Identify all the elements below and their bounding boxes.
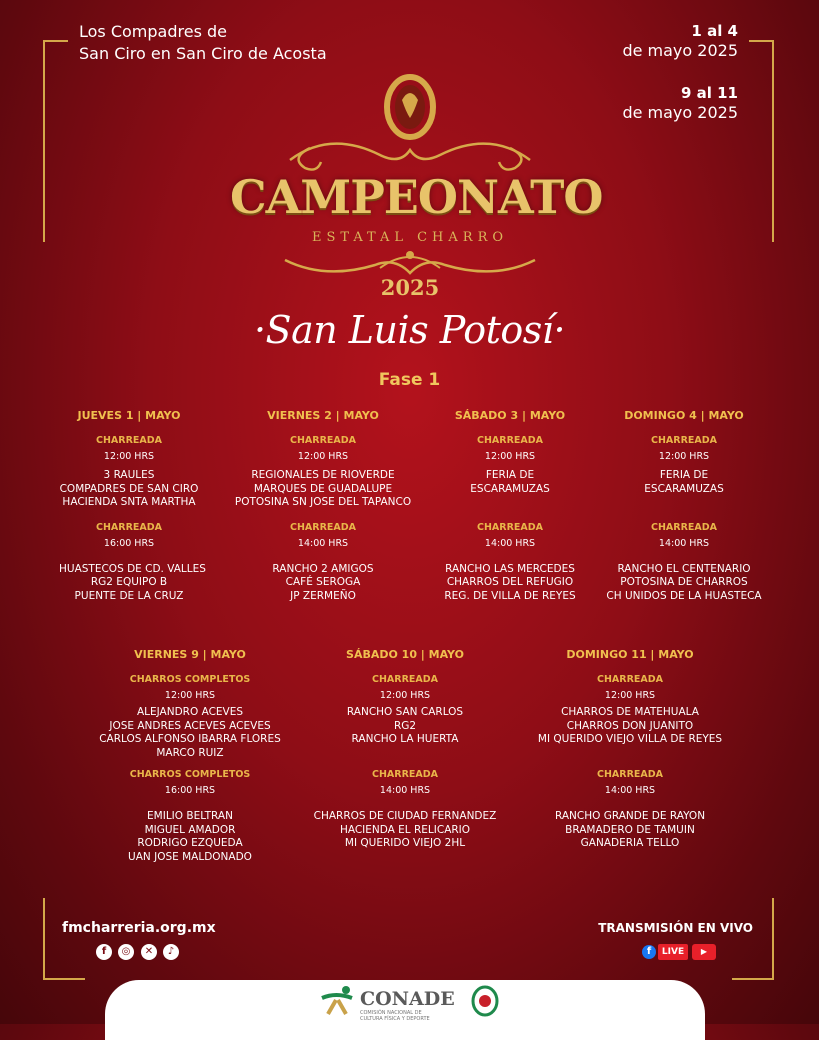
event-time: 16:00 HRS: [103, 537, 155, 549]
team-name: HUASTECOS DE CD. VALLES: [59, 562, 206, 575]
schedule-day-viernes-2: [233, 409, 413, 603]
schedule-day-sabado-3: [430, 409, 590, 603]
facebook-icon[interactable]: f: [96, 944, 112, 960]
dates-2-range: 9 al 11: [680, 84, 738, 102]
team-name: RANCHO LAS MERCEDES: [445, 562, 575, 575]
dates-block-1: [622, 21, 738, 61]
frame-right-bottom-horizontal: [732, 978, 774, 980]
dates-block-2: [622, 83, 738, 123]
x-icon[interactable]: ✕: [141, 944, 157, 960]
team-name: RANCHO LA HUERTA: [351, 733, 459, 745]
conade-sub-line-1: COMISIÓN NACIONAL DE: [360, 1010, 422, 1016]
frame-right-bottom-vertical: [772, 898, 774, 980]
event-time: 12:00 HRS: [484, 451, 536, 462]
team-name: UAN JOSE MALDONADO: [128, 850, 252, 863]
schedule-day-domingo-11: [520, 648, 740, 851]
live-badge[interactable]: LIVE: [658, 944, 688, 960]
phase-title: Fase 1: [378, 370, 441, 390]
schedule-day-viernes-9: [80, 648, 300, 864]
schedule-day-sabado-10: [300, 648, 510, 851]
team-name: FERIA DE: [485, 469, 535, 481]
team-name: CH UNIDOS DE LA HUASTECA: [606, 589, 762, 602]
schedule-day-domingo-4: [598, 409, 770, 603]
logo-year: 2025: [380, 275, 440, 300]
team-name: MARCO RUIZ: [156, 746, 224, 759]
day-title: SÁBADO 10 | MAYO: [346, 648, 464, 661]
team-name: COMPADRES DE SAN CIRO: [59, 482, 199, 495]
team-name: RG2: [393, 719, 417, 732]
frame-left-bottom-horizontal: [43, 978, 85, 980]
event-time: 14:00 HRS: [604, 785, 656, 796]
logo-title: CAMPEONATO: [230, 170, 603, 224]
team-name: RODRIGO EZQUEDA: [137, 837, 243, 849]
event-type: CHARROS COMPLETOS: [129, 769, 251, 780]
team-name: REGIONALES DE RIOVERDE: [251, 469, 395, 481]
team-name: HACIENDA SNTA MARTHA: [62, 496, 196, 508]
dates-1-month: de mayo 2025: [622, 41, 738, 60]
event-time: 12:00 HRS: [658, 451, 710, 462]
event-type: CHARREADA: [372, 674, 438, 685]
frame-left-top-vertical: [43, 40, 45, 242]
event-type: CHARROS COMPLETOS: [129, 674, 251, 685]
day-title: VIERNES 2 | MAYO: [267, 409, 379, 422]
team-name: EMILIO BELTRAN: [147, 810, 233, 822]
team-name: RANCHO GRANDE DE RAYON: [554, 810, 706, 822]
team-name: 3 RAULES: [103, 469, 155, 481]
dates-1-range: 1 al 4: [691, 22, 738, 40]
event-type: CHARREADA: [651, 435, 717, 446]
team-name: JP ZERMEÑO: [290, 589, 356, 602]
tiktok-icon[interactable]: ♪: [163, 944, 179, 960]
schedule-day-jueves-1: [59, 409, 206, 603]
event-time: 12:00 HRS: [297, 451, 349, 462]
youtube-icon[interactable]: ▶: [692, 944, 716, 960]
event-type: CHARREADA: [651, 521, 717, 533]
team-name: PUENTE DE LA CRUZ: [74, 589, 184, 602]
team-name: CARLOS ALFONSO IBARRA FLORES: [99, 733, 281, 745]
day-title: DOMINGO 4 | MAYO: [624, 409, 744, 422]
frame-left-bottom-vertical: [43, 898, 45, 980]
broadcast-title: TRANSMISIÓN EN VIVO: [598, 921, 753, 935]
event-type: CHARREADA: [290, 435, 356, 446]
state-name: ·San Luis Potosí·: [253, 308, 566, 352]
facebook-live-icon[interactable]: f: [642, 945, 656, 959]
team-name: RG2 EQUIPO B: [90, 576, 168, 588]
event-time: 12:00 HRS: [604, 690, 656, 701]
team-name: GANADERIA TELLO: [580, 837, 680, 849]
event-time: 14:00 HRS: [658, 537, 710, 549]
team-name: JOSE ANDRES ACEVES ACEVES: [109, 719, 271, 732]
day-title: JUEVES 1 | MAYO: [77, 409, 181, 422]
event-time: 16:00 HRS: [164, 785, 216, 796]
day-title: DOMINGO 11 | MAYO: [566, 648, 694, 661]
team-name: ALEJANDRO ACEVES: [136, 706, 244, 718]
event-time: 14:00 HRS: [379, 785, 431, 796]
team-name: HACIENDA EL RELICARIO: [339, 823, 471, 836]
team-name: MI QUERIDO VIEJO VILLA DE REYES: [537, 733, 723, 745]
team-name: CHARROS DEL REFUGIO: [446, 576, 574, 588]
federation-seal-icon: [470, 985, 500, 1017]
event-type: CHARREADA: [96, 435, 162, 446]
team-name: MIGUEL AMADOR: [144, 823, 236, 836]
frame-right-top-vertical: [772, 40, 774, 242]
frame-right-top-horizontal: [749, 40, 774, 42]
event-type: CHARREADA: [597, 674, 663, 685]
team-name: CHARROS DE CIUDAD FERNANDEZ: [313, 810, 497, 822]
team-name: ESCARAMUZAS: [470, 482, 550, 495]
conade-logo-icon: [318, 984, 358, 1020]
team-name: REG. DE VILLA DE REYES: [444, 589, 576, 602]
team-name: POTOSINA DE CHARROS: [620, 576, 748, 588]
event-type: CHARREADA: [477, 435, 543, 446]
team-name: POTOSINA SN JOSE DEL TAPANCO: [234, 496, 412, 508]
event-type: CHARREADA: [372, 769, 438, 780]
team-name: BRAMADERO DE TAMUIN: [565, 823, 695, 836]
team-name: RANCHO EL CENTENARIO: [617, 562, 751, 575]
venue-line-2: San Ciro en San Ciro de Acosta: [79, 44, 327, 63]
event-time: 12:00 HRS: [379, 690, 431, 701]
event-time: 14:00 HRS: [297, 537, 349, 549]
event-time: 14:00 HRS: [484, 537, 536, 549]
event-time: 12:00 HRS: [164, 690, 216, 701]
event-type: CHARREADA: [477, 521, 543, 533]
venue-line-1: Los Compadres de: [79, 22, 227, 41]
day-title: SÁBADO 3 | MAYO: [454, 409, 566, 422]
day-title: VIERNES 9 | MAYO: [134, 648, 246, 661]
team-name: RANCHO SAN CARLOS: [346, 706, 464, 718]
event-time: 12:00 HRS: [103, 451, 155, 462]
instagram-icon[interactable]: ◎: [118, 944, 134, 960]
frame-left-top-horizontal: [43, 40, 68, 42]
event-type: CHARREADA: [290, 521, 356, 533]
event-type: CHARREADA: [96, 521, 162, 533]
team-name: CHARROS DE MATEHUALA: [561, 706, 699, 718]
team-name: FERIA DE: [659, 469, 709, 481]
team-name: CHARROS DON JUANITO: [566, 719, 694, 732]
website-link[interactable]: fmcharreria.org.mx: [62, 920, 216, 936]
team-name: RANCHO 2 AMIGOS: [272, 562, 374, 575]
event-type: CHARREADA: [597, 769, 663, 780]
conade-sub-line-2: CULTURA FÍSICA Y DEPORTE: [360, 1016, 430, 1022]
team-name: MARQUES DE GUADALUPE: [253, 482, 393, 495]
team-name: MI QUERIDO VIEJO 2HL: [344, 837, 466, 849]
team-name: CAFÉ SEROGA: [285, 576, 361, 588]
team-name: ESCARAMUZAS: [644, 482, 724, 495]
dates-2-month: de mayo 2025: [622, 103, 738, 122]
venue-text: [79, 21, 327, 65]
logo-subtitle: ESTATAL CHARRO: [311, 230, 509, 245]
campeonato-logo: [230, 70, 603, 310]
conade-name: CONADE: [360, 988, 455, 1010]
conade-subtitle: [360, 1010, 430, 1022]
